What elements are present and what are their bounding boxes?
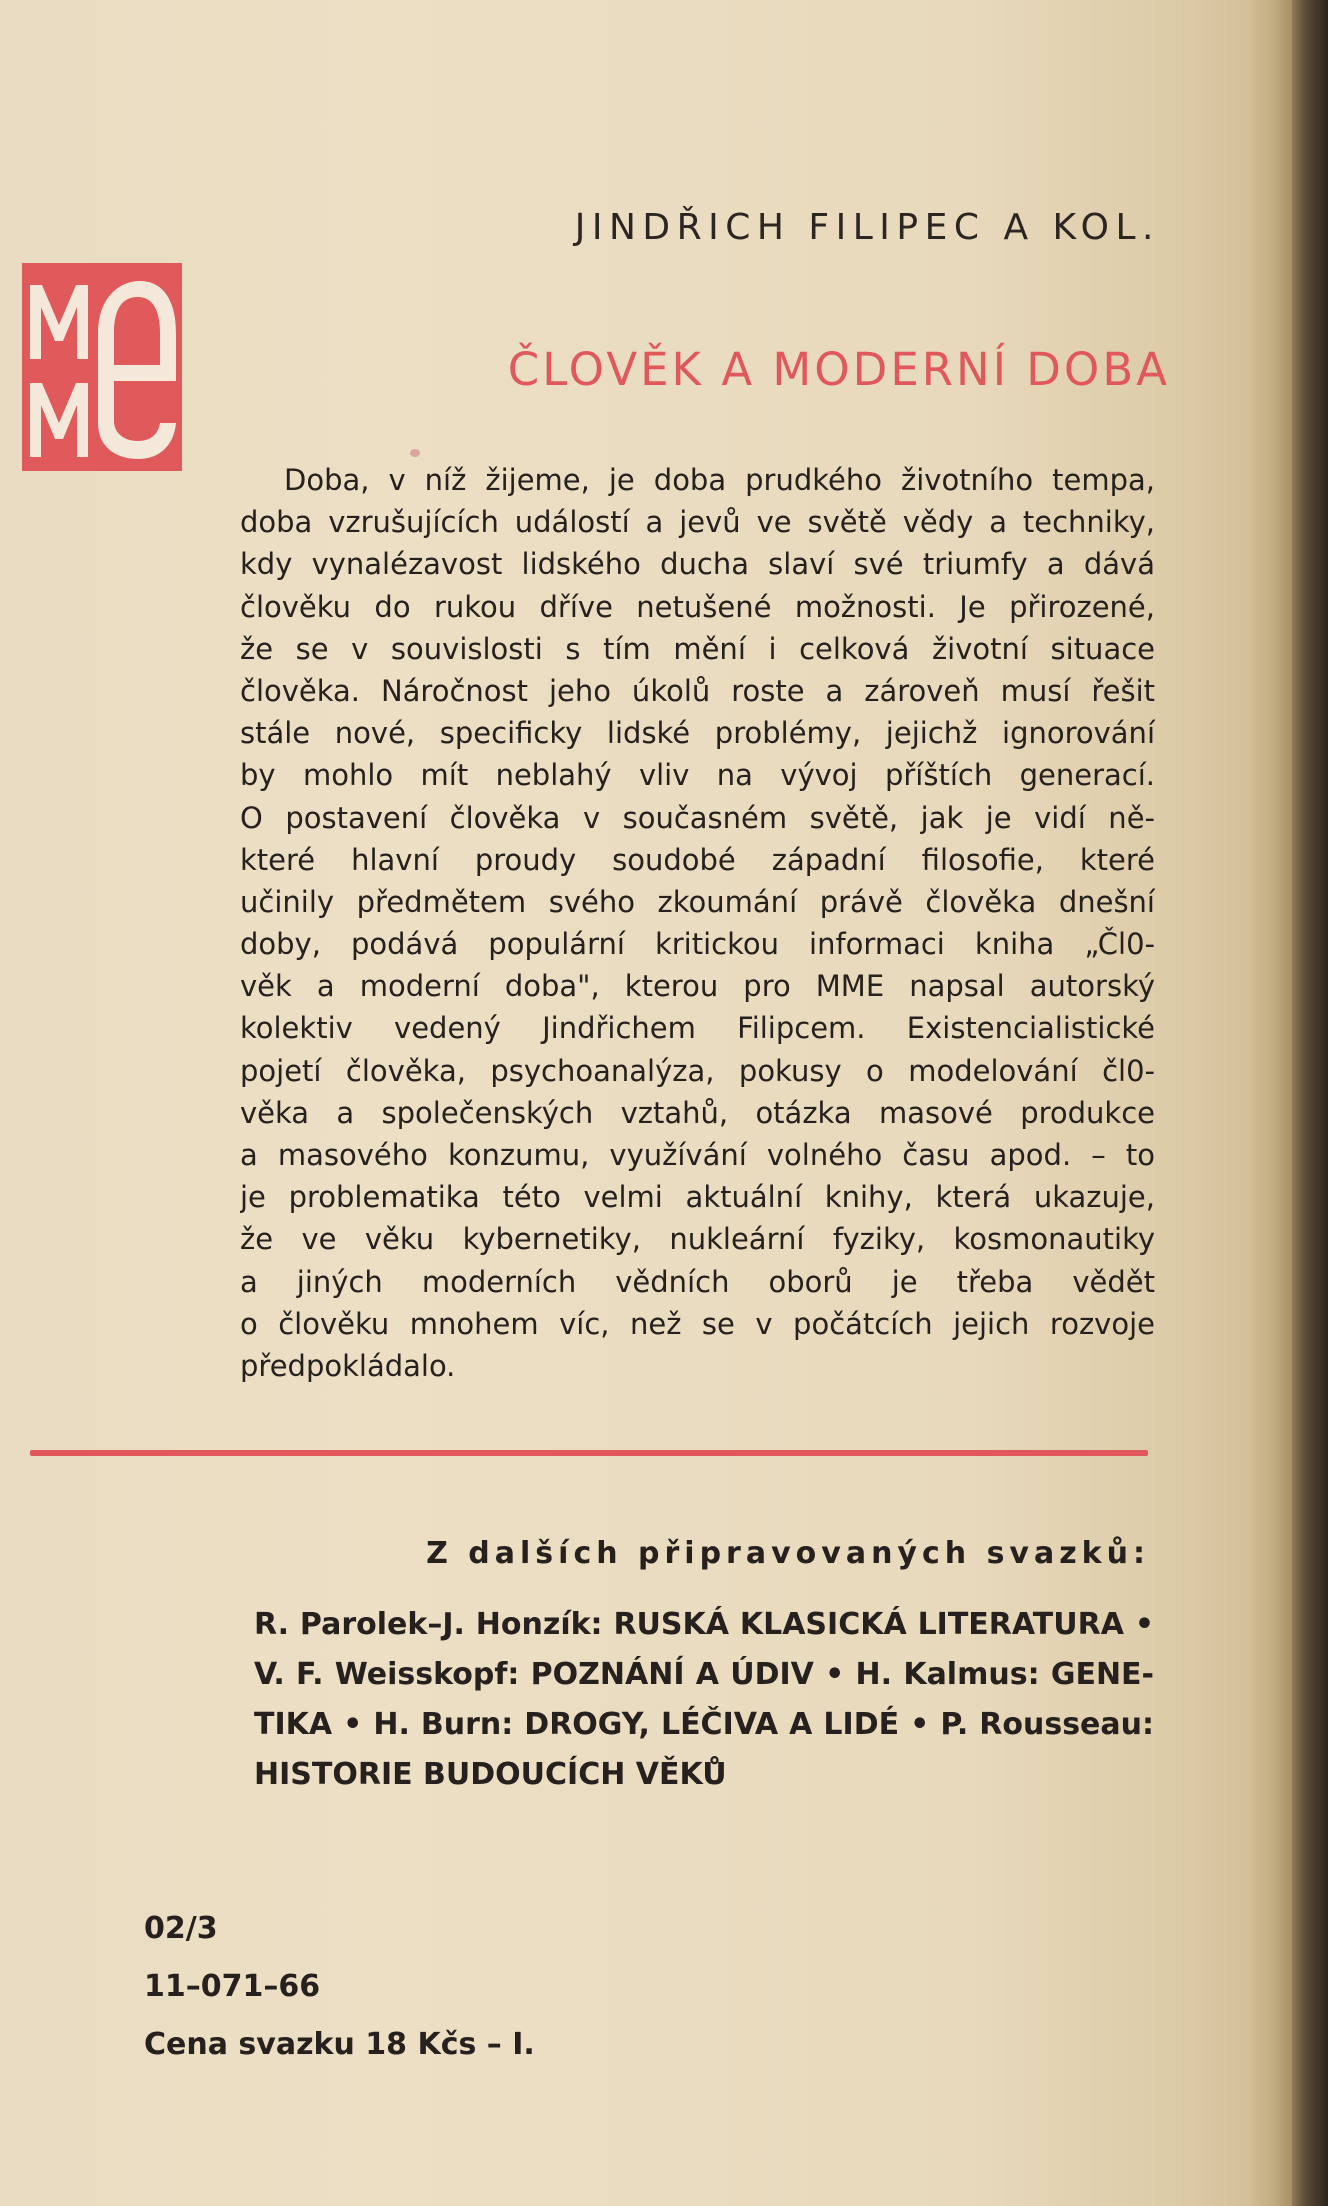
description-line: kolektiv vedený Jindřichem Filipcem. Existencialistické	[240, 1011, 1155, 1046]
description-line: předpokládalo.	[240, 1348, 456, 1383]
description-line: věk a moderní doba", kterou pro MME napsal autorský	[240, 969, 1155, 1004]
description-line: které hlavní proudy soudobé západní filosofie, které	[240, 842, 1155, 877]
more-volumes-line: HISTORIE BUDOUCÍCH VĚKŮ	[254, 1757, 727, 1792]
description-line: doba vzrušujících událostí a jevů ve světě vědy a techniky,	[240, 505, 1155, 540]
description-line: učinily předmětem svého zkoumání právě člověka dnešní	[240, 884, 1155, 919]
description-line: a jiných moderních vědních oborů je třeba vědět	[240, 1264, 1155, 1299]
description-line: Doba, v níž žijeme, je doba prudkého životního tempa,	[284, 463, 1155, 497]
description-line: že ve věku kybernetiky, nukleární fyziky, kosmonautiky	[240, 1222, 1155, 1257]
description-line: člověka. Náročnost jeho úkolů roste a zároveň musí řešit	[240, 673, 1155, 708]
more-volumes-line: V. F. Weisskopf: POZNÁNÍ A ÚDIV • H. Kalmus: GENE-	[254, 1657, 1154, 1692]
book-title: ČLOVĚK A MODERNÍ DOBA	[507, 343, 1170, 396]
cover-edge-shade	[1248, 0, 1292, 2206]
description-line: doby, podává populární kritickou informaci kniha „Čl0-	[240, 927, 1155, 962]
description-line: pojetí člověka, psychoanalýza, pokusy o modelování čl0-	[240, 1053, 1155, 1088]
more-volumes-line: R. Parolek–J. Honzík: RUSKÁ KLASICKÁ LITERATURA •	[254, 1607, 1154, 1642]
more-volumes-list	[254, 1600, 1154, 1800]
meta-number: 11–071–66	[144, 1969, 321, 2004]
more-volumes-line: TIKA • H. Burn: DROGY, LÉČIVA A LIDÉ • P. Rousseau:	[254, 1707, 1154, 1742]
book-description	[240, 459, 1155, 1387]
meta-code: 02/3	[144, 1911, 218, 1946]
description-line: stále nové, specificky lidské problémy, jejichž ignorování	[240, 716, 1155, 751]
more-volumes-heading: Z dalších připravovaných svazků:	[426, 1536, 1150, 1571]
description-line: je problematika této velmi aktuální knihy, která ukazuje,	[240, 1180, 1155, 1215]
description-line: člověku do rukou dříve netušené možnosti. Je přirozené,	[240, 589, 1155, 624]
description-line: kdy vynalézavost lidského ducha slaví své triumfy a dává	[240, 547, 1155, 582]
description-line: že se v souvislosti s tím mění i celková životní situace	[240, 631, 1155, 666]
description-line: O postavení člověka v současném světě, jak je vidí ně-	[240, 800, 1155, 835]
meta-price: Cena svazku 18 Kčs – I.	[144, 2027, 535, 2062]
description-line: by mohlo mít neblahý vliv na vývoj příštích generací.	[240, 758, 1155, 793]
mme-logo	[22, 263, 182, 471]
background-edge	[1292, 0, 1328, 2206]
publication-meta	[144, 1900, 535, 2074]
mme-logo-graphic	[22, 263, 182, 471]
description-line: o člověku mnohem víc, než se v počátcích jejich rozvoje	[240, 1306, 1155, 1341]
book-author: JINDŘICH FILIPEC A KOL.	[574, 207, 1160, 248]
description-line: a masového konzumu, využívání volného času apod. – to	[240, 1138, 1155, 1172]
red-divider	[30, 1450, 1148, 1456]
ink-dot	[410, 449, 420, 457]
description-line: věka a společenských vztahů, otázka masové produkce	[240, 1095, 1155, 1130]
